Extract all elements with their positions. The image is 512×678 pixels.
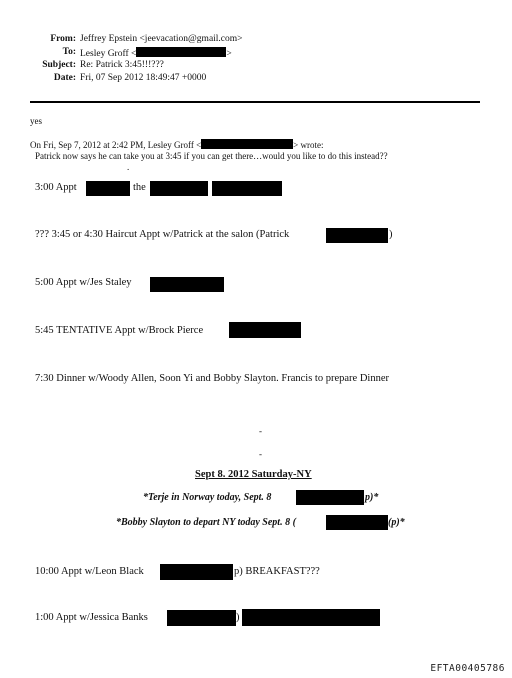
- redaction-box: [136, 47, 226, 57]
- note-terje-suffix: p)*: [365, 492, 379, 503]
- schedule-item-suffix: p) BREAKFAST???: [234, 566, 320, 577]
- schedule-item-suffix: ): [389, 229, 393, 240]
- from-label: From:: [50, 34, 76, 44]
- note-bobby-suffix: (p)*: [388, 517, 405, 528]
- quote-bullet: .: [127, 162, 130, 172]
- note-terje: *Terje in Norway today, Sept. 8: [143, 492, 272, 503]
- redaction-box: [229, 322, 301, 338]
- to-label: To:: [62, 47, 76, 57]
- subject-label: Subject:: [42, 60, 76, 70]
- from-value: Jeffrey Epstein <jeevacation@gmail.com>: [80, 34, 243, 44]
- subject-value: Re: Patrick 3:45!!!???: [80, 60, 164, 70]
- document-id: EFTA00405786: [430, 663, 505, 674]
- schedule-item-suffix: ): [236, 612, 240, 623]
- redaction-box: [150, 277, 224, 292]
- schedule-item: [35, 229, 289, 240]
- schedule-item: [35, 182, 77, 193]
- schedule-item: [35, 277, 132, 288]
- schedule-item: [35, 612, 148, 623]
- to-value: [80, 47, 232, 59]
- separator-dash: -: [259, 449, 262, 459]
- header-divider: [30, 101, 480, 103]
- redaction-box: [201, 139, 293, 149]
- schedule-item-text: 5:45 TENTATIVE Appt w/Brock Pierce: [35, 325, 204, 336]
- redaction-box: [150, 181, 208, 196]
- attribution-prefix: On Fri, Sep 7, 2012 at 2:42 PM, Lesley Groff <: [30, 140, 202, 150]
- redaction-box: [242, 609, 380, 626]
- schedule-item: [35, 566, 144, 577]
- schedule-item: [35, 325, 203, 336]
- redaction-box: [326, 228, 388, 243]
- day-heading: Sept 8. 2012 Saturday-NY: [195, 469, 312, 480]
- date-value: Fri, 07 Sep 2012 18:49:47 +0000: [80, 73, 207, 83]
- separator-dash: -: [259, 426, 262, 436]
- to-value-prefix: Lesley Groff <: [80, 49, 137, 59]
- redaction-box: [212, 181, 282, 196]
- schedule-item: [35, 373, 389, 384]
- schedule-item-text: ??? 3:45 or 4:30 Haircut Appt w/Patrick at the salon (Patrick: [35, 229, 290, 240]
- redaction-box: [296, 490, 364, 505]
- schedule-item-text: 10:00 Appt w/Leon Black: [35, 566, 144, 577]
- attribution-suffix: > wrote:: [293, 140, 324, 150]
- reply-text: yes: [30, 116, 42, 126]
- date-label: Date:: [53, 73, 76, 83]
- schedule-item-text: 1:00 Appt w/Jessica Banks: [35, 612, 148, 623]
- schedule-item-mid: the: [133, 182, 146, 193]
- schedule-item-text: 7:30 Dinner w/Woody Allen, Soon Yi and Bobby Slayton. Francis to prepare Dinner: [35, 373, 389, 384]
- redaction-box: [86, 181, 130, 196]
- redaction-box: [167, 610, 236, 626]
- to-value-suffix: >: [226, 49, 232, 59]
- schedule-item-text: 3:00 Appt: [35, 182, 77, 193]
- schedule-item-text: 5:00 Appt w/Jes Staley: [35, 277, 132, 288]
- quote-attribution: [30, 139, 323, 150]
- quote-message: Patrick now says he can take you at 3:45 if you can get there…would you like to do this instead??: [35, 151, 388, 161]
- redaction-box: [160, 564, 233, 580]
- note-bobby: *Bobby Slayton to depart NY today Sept. 8 (: [116, 517, 296, 528]
- redaction-box: [326, 515, 388, 530]
